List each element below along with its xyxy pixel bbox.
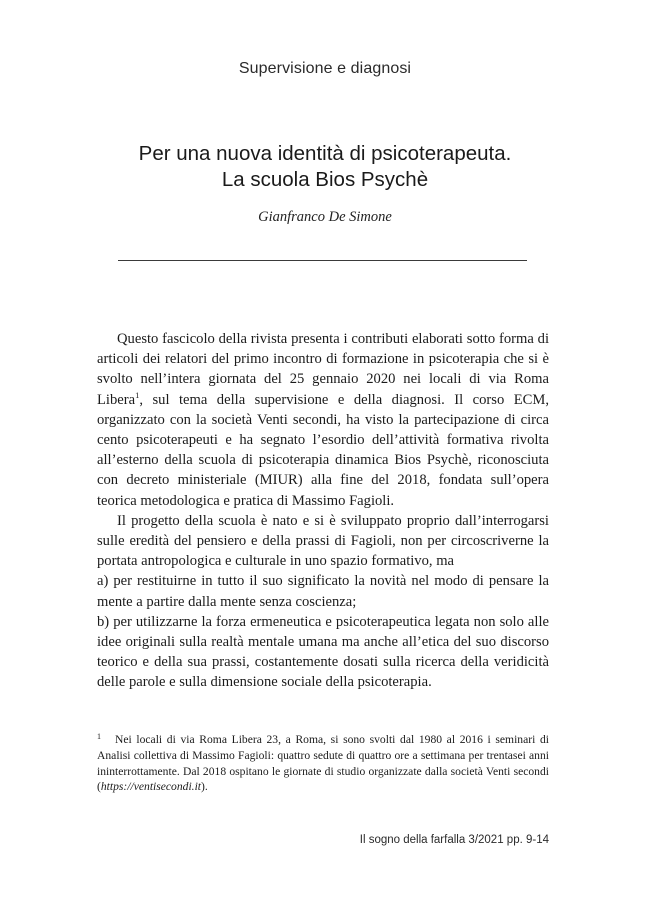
footnote-text: Nei locali di via Roma Libera 23, a Roma, si sono svolti dal 1980 al 2016 i seminari di Analisi collettiva di Massimo Fagioli: quattro sedute di quattro ore a settimana per trentasei anni ininterrottamente. Dal 2018 ospitano le giornate di studio organizzate dalla società Venti secondi ( [97,733,549,794]
footnote [97,729,549,795]
article-title-line-2: La scuola Bios Psychè [221,168,429,191]
paragraph-1-text-a: Questo fascicolo della rivista presenta i contributi elaborati sotto forma di articoli dei relatori del primo incontro di formazione in psicoterapia che si è svolto nell’intera giornata del 25 gennaio 2020 nei locali di via Roma Libera [97,331,549,408]
title-divider [118,260,527,261]
footnote-text-end: ). [201,780,208,794]
footnote-number: 1 [97,732,101,741]
paragraph-2: Il progetto della scuola è nato e si è sviluppato proprio dall’interrogarsi sulle eredità del pensiero e della prassi di Fagioli, non per circoscriverne la portata antropologica e culturale in uno spazio formativo, ma [97,512,549,570]
section-header: Supervisione e diagnosi [238,60,412,77]
paragraph-1 [97,329,549,511]
list-item-b: b) per utilizzarne la forza ermeneutica e psicoterapeutica legata non solo alle idee originali sulla realtà mentale umana ma anche all’etica del suo discorso teorico e della sua prassi, costantemente dosati sulla ricerca della veridicità delle parole e sulla dimensione sociale della psicoterapia. [97,613,549,691]
article-body [97,329,549,693]
list-item-a: a) per restituirne in tutto il suo significato la novità nel modo di pensare la mente a partire dalla mente senza coscienza; [97,573,549,610]
article-title-line-1: Per una nuova identità di psicoterapeuta. [138,142,512,165]
footnote-url: https://ventisecondi.it [100,780,202,794]
paragraph-1-text-b: , sul tema della supervisione e della diagnosi. Il corso ECM, organizzato con la società Venti secondi, ha visto la partecipazione di circa cento psicoterapeuti e ha segnato l’esordio dell’attività formativa rivolta all’esterno della scuola di psicoterapia dinamica Bios Psychè, riconosciuta con decreto ministeriale (MIUR) alla fine del 2018, fondata sull’opera teorica metodologica e pratica di Massimo Fagioli. [97,391,549,509]
footnote-reference: 1 [135,389,140,400]
article-author: Gianfranco De Simone [258,209,392,225]
journal-citation: Il sogno della farfalla 3/2021 pp. 9-14 [359,834,549,846]
article-title [0,141,650,193]
